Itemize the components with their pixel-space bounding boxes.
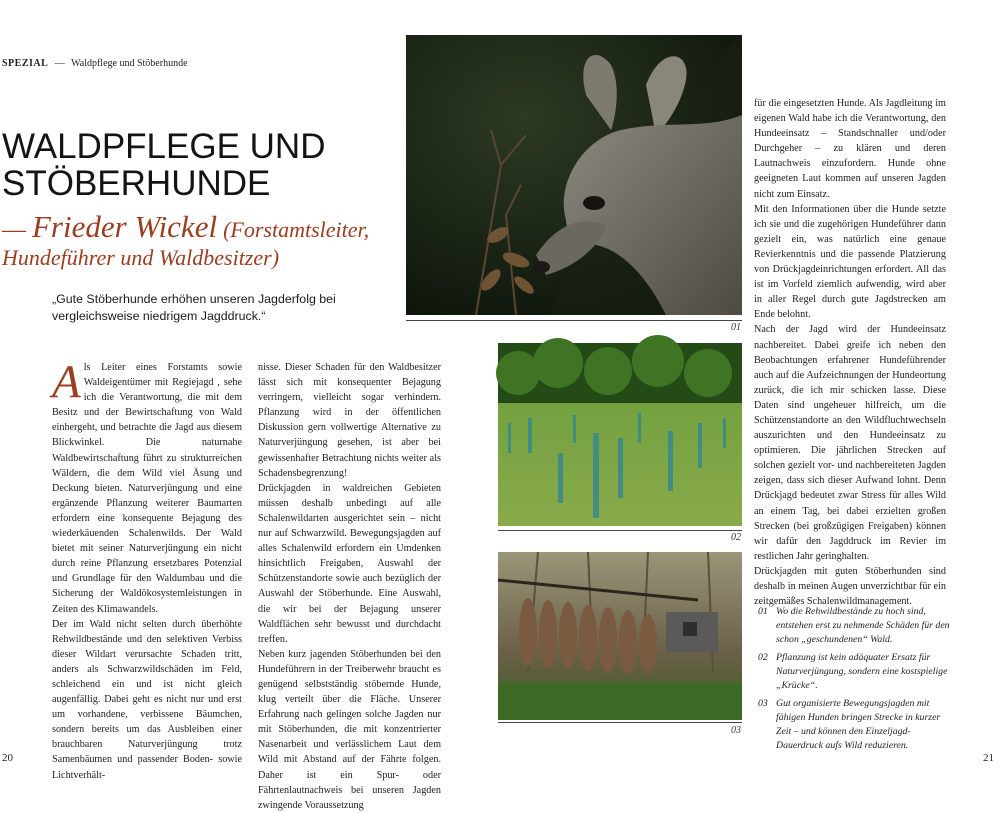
photo-rule (498, 530, 742, 531)
body-paragraph: für die eingesetzten Hunde. Als Jagdleitung im eigenen Wald habe ich die Verantwortung, den Hundeeinsatz – Standschnaller und/oder Durchgeher – zu klären und deren Lautnachweis einzufordern. Hunde ohne geeigneten Laut kommen auf unseren Jagden nicht zum Einsatz. (754, 98, 946, 200)
byline-dash: — (2, 217, 26, 243)
photo-rule (406, 320, 742, 321)
body-paragraph: Drückjagden mit guten Stöberhunden sind deshalb in meinen Augen unverzichtbar für ein zeitgemäßes Schalenwildmanagement. (754, 565, 946, 608)
pull-quote: „Gute Stöberhunde erhöhen unseren Jagderfolg bei vergleichsweise niedrigem Jagddruck.“ (52, 292, 336, 323)
plantation-photo (498, 343, 742, 526)
body-paragraph: Der im Wald nicht selten durch überhöhte Rehwildbestände und den selektiven Verbiss dieser Wildart verursachte Schaden tritt, anders als Schwarzwildschäden im Feld, schleichend ein und ist nicht gleich augenfällig. Dabei geht es nicht nur und erst um vorhandene, verbissene Bäumchen, sondern bereits um das Ausbleiben einer brauchbaren Naturverjüngung trotz Samenbäumen und passender Boden- sowie Lichtverhält- (52, 618, 242, 781)
caption-number: 02 (758, 652, 768, 663)
caption-item (758, 697, 953, 753)
body-column-2 (258, 360, 441, 813)
article-title (2, 128, 382, 202)
deer-photo (406, 35, 742, 315)
author-role-2: Hundeführer und Waldbesitzer) (2, 245, 280, 270)
figure-captions (758, 605, 953, 757)
author-name: Frieder Wickel (32, 209, 218, 244)
photo-rule (498, 722, 742, 723)
running-head (2, 58, 188, 69)
body-paragraph: Nach der Jagd wird der Hundeeinsatz nachbereitet. Dabei greife ich neben den Beobachtungen erfahrener Hundeführender auch auf die Aufzeichnungen der Hundeortung zurück, die ich mir schicken lasse. Diese Daten sind ungeheuer hilfreich, um die Schützenstandorte an den Wildfluchtwechseln auszurichten und den Hundeeinsatz zu optimieren. Die jährlichen Strecken auf solchen gezielt vor- und nachbereiteten Jagden zeigen, dass sich dieser Aufwand lohnt. Denn Drückjagd bedeutet zwar Stress für alles Wild an einem Tag, bei dabei erzielten großen Strecken (bei großzügigen Freigaben) können wir dafür den Jagddruck im Revier im restlichen Jahr geringhalten. (754, 324, 946, 562)
title-line-2: STÖBERHUNDE (2, 164, 271, 203)
body-paragraph: nisse. Dieser Schaden für den Waldbesitzer lässt sich mit konsequenter Bejagung verringern, vielleicht sogar verhindern. Pflanzung wird in der öffentlichen Diskussion gern vollwertige Alternative zu Naturverjüngung gesehen, ist aber bei gewissenhafter Betrachtung nichts weiter als Schadensbegrenzung! (258, 362, 441, 479)
caption-item (758, 651, 953, 693)
figure-number: 01 (731, 322, 741, 333)
caption-text: Pflanzung ist kein adäquater Ersatz für Naturverjüngung, sondern eine kostspielige „Krücke“. (776, 652, 948, 691)
running-head-topic: Waldpflege und Stöberhunde (71, 58, 188, 69)
hunting-bag-photo (498, 552, 742, 720)
body-paragraph: Mit den Informationen über die Hunde setzte ich sie und die zugehörigen Hundeführer dann gezielt ein, was natürlich eine genaue Revierkenntnis und die passende Platzierung von Drückjagdeinrichtungen erfordert. All das ist im Vorfeld ziemlich aufwendig, wird aber in aller Regel durch gute Jagdstrecken am Ende belohnt. (754, 203, 946, 321)
title-line-1: WALDPFLEGE UND (2, 127, 326, 166)
author-role-1: (Forstamtsleiter, (223, 217, 370, 242)
section-label: SPEZIAL (2, 58, 49, 69)
figure-number: 03 (731, 725, 741, 736)
page-number-left: 20 (2, 752, 13, 764)
caption-number: 01 (758, 606, 768, 617)
caption-item (758, 605, 953, 647)
byline (2, 209, 397, 272)
body-paragraph (52, 356, 242, 617)
figure-number: 02 (731, 532, 741, 543)
drop-cap: A (52, 356, 81, 408)
paragraph-text: ls Leiter eines Forstamts sowie Waldeigentümer mit Regiejagd , sehe ich die Verantwortung, die mit dem Besitz und der Bewirtschaftung von Wald einhergeht, und betrachte die Jagd aus diesem Blickwinkel. Die naturnahe Waldbewirtschaftung führt zu strukturreichen Wäldern, die dem Wild viel Äsung und Deckung bieten. Naturverjüngung und eine ergänzende Pflanzung weiterer Baumarten erfordern eine konsequente Bejagung des wiederkäuenden Schalenwilds. Der Wald bietet mit seiner Naturverjüngung ein nicht durch reine Pflanzung ersetzbares Potenzial und Grundlage für den Waldumbau und die Sicherung der Waldökosystemleistungen in Zeiten des Klimawandels. (52, 362, 242, 615)
body-column-3 (754, 96, 946, 609)
body-paragraph: Drückjagden in waldreichen Gebieten müssen deshalb unbedingt auf alle Schalenwildarten ausgerichtet sein – nicht nur auf Schwarzwild. Bewegungsjagden auf alles Schalenwild erfordern ein Umdenken hinsichtlich Freigaben, Auswahl der Schützenstandorte sowie auch bezüglich der Auswahl der Stöberhunde. Eine Auswahl, die wir bei der Bejagung unserer Waldflächen sehr bewusst und durchdacht treffen. (258, 482, 441, 645)
running-head-separator: — (54, 58, 65, 69)
caption-text: Wo die Rehwildbestände zu hoch sind, entstehen erst zu nehmende Schäden für den schon „geschundenen“ Wald. (776, 606, 950, 645)
body-column-1 (52, 356, 242, 783)
body-paragraph: Neben kurz jagenden Stöberhunden bei den Hundeführern in der Treiberwehr braucht es genügend selbstständig stöbernde Hunde, klug verteilt über die Fläche. Unserer Erfahrung nach gelingen solche Jagden nur mit Stöberhunden, die mit konzentrierter Nasenarbeit und verlässlichem Laut dem Wild mit Abstand auf der Fährte folgen. Daher ist ein Spur- oder Fährtenlautnachweis bei unseren Jagden zwingende Voraussetzung (258, 648, 441, 811)
caption-number: 03 (758, 698, 768, 709)
caption-text: Gut organisierte Bewegungsjagden mit fähigen Hunden bringen Strecke in kurzer Zeit – und können den Einzeljagd-Dauerdruck aufs Wild reduzieren. (776, 698, 941, 751)
page-number-right: 21 (983, 752, 994, 764)
